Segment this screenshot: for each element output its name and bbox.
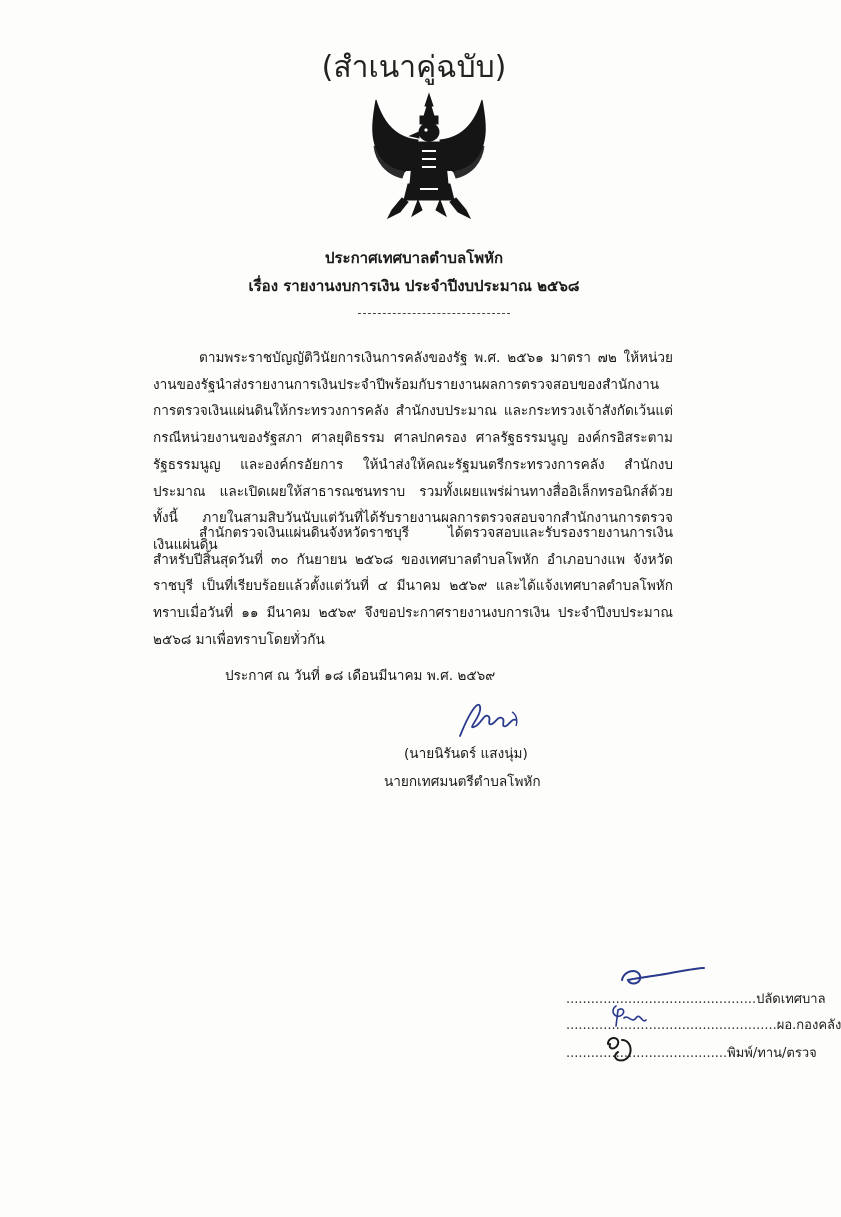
initial-row-typist xyxy=(566,1042,817,1063)
initial-dots: ................................................... xyxy=(566,1018,777,1033)
paragraph-1-text: ตามพระราชบัญญัติวินัยการเงินการคลังของรัฐ พ.ศ. ๒๕๖๑ มาตรา ๗๒ ให้หน่วยงานของรัฐนำส่งรายงานการเงินประจำปีพร้อมกับรายงานผลการตรวจสอบของสำนักงานการตรวจเงินแผ่นดินให้กระทรวงการคลัง สำนักงบประมาณ และกระทรวงเจ้าสังกัดเว้นแต่กรณีหน่วยงานของรัฐสภา ศาลยุติธรรม ศาลปกครอง ศาลรัฐธรรมนูญ องค์กรอิสระตามรัฐธรรมนูญ และองค์กรอัยการ ให้นำส่งให้คณะรัฐมนตรีกระทรวงการคลัง สำนักงบประมาณ และเปิดเผยให้สาธารณชนทราบ รวมทั้งเผยแพร่ผ่านทางสื่ออิเล็กทรอนิกส์ด้วยทั้งนี้ ภายในสามสิบวันนับแต่วันที่ได้รับรายงานผลการตรวจสอบจากสำนักงานการตรวจเงินแผ่นดิน xyxy=(153,350,673,553)
signatory-position: นายกเทศมนตรีตำบลโพหัก xyxy=(384,774,541,790)
initial-dots: ....................................... xyxy=(566,1046,728,1061)
signatory-name: (นายนิรันดร์ แสงนุ่ม) xyxy=(404,746,528,762)
initial-role: พิมพ์/ทาน/ตรวจ xyxy=(727,1046,817,1061)
initial-role: ผอ.กองคลัง xyxy=(776,1018,841,1033)
mayor-signature xyxy=(446,700,536,740)
divider xyxy=(358,313,510,314)
copy-label: (สำเนาคู่ฉบับ) xyxy=(321,50,507,85)
initial-row-clerk xyxy=(566,988,826,1009)
garuda-emblem-icon xyxy=(362,92,496,220)
announcement-title: ประกาศเทศบาลตำบลโพหัก xyxy=(324,249,504,267)
initial-dots: .............................................. xyxy=(566,992,757,1007)
announcement-date: ประกาศ ณ วันที่ ๑๘ เดือนมีนาคม พ.ศ. ๒๕๖๙ xyxy=(225,668,496,684)
initial-role: ปลัดเทศบาล xyxy=(756,992,826,1007)
paragraph-2-text: สำนักตรวจเงินแผ่นดินจังหวัดราชบุรี ได้ตรวจสอบและรับรองรายงานการเงิน สำหรับปีสิ้นสุดวันที่ ๓๐ กันยายน ๒๕๖๘ ของเทศบาลตำบลโพหัก อำเภอบางแพ จังหวัดราชบุรี เป็นที่เรียบร้อยแล้วตั้งแต่วันที่ ๔ มีนาคม ๒๕๖๙ และได้แจ้งเทศบาลตำบลโพหักทราบเมื่อวันที่ ๑๑ มีนาคม ๒๕๖๙ จึงขอประกาศรายงานงบการเงิน ประจำปีงบประมาณ ๒๕๖๘ มาเพื่อทราบโดยทั่วกัน xyxy=(153,525,673,648)
announcement-subject: เรื่อง รายงานงบการเงิน ประจำปีงบประมาณ ๒๕๖๘ xyxy=(248,277,580,295)
initial-row-finance xyxy=(566,1014,841,1035)
body-paragraph-2 xyxy=(153,520,673,654)
